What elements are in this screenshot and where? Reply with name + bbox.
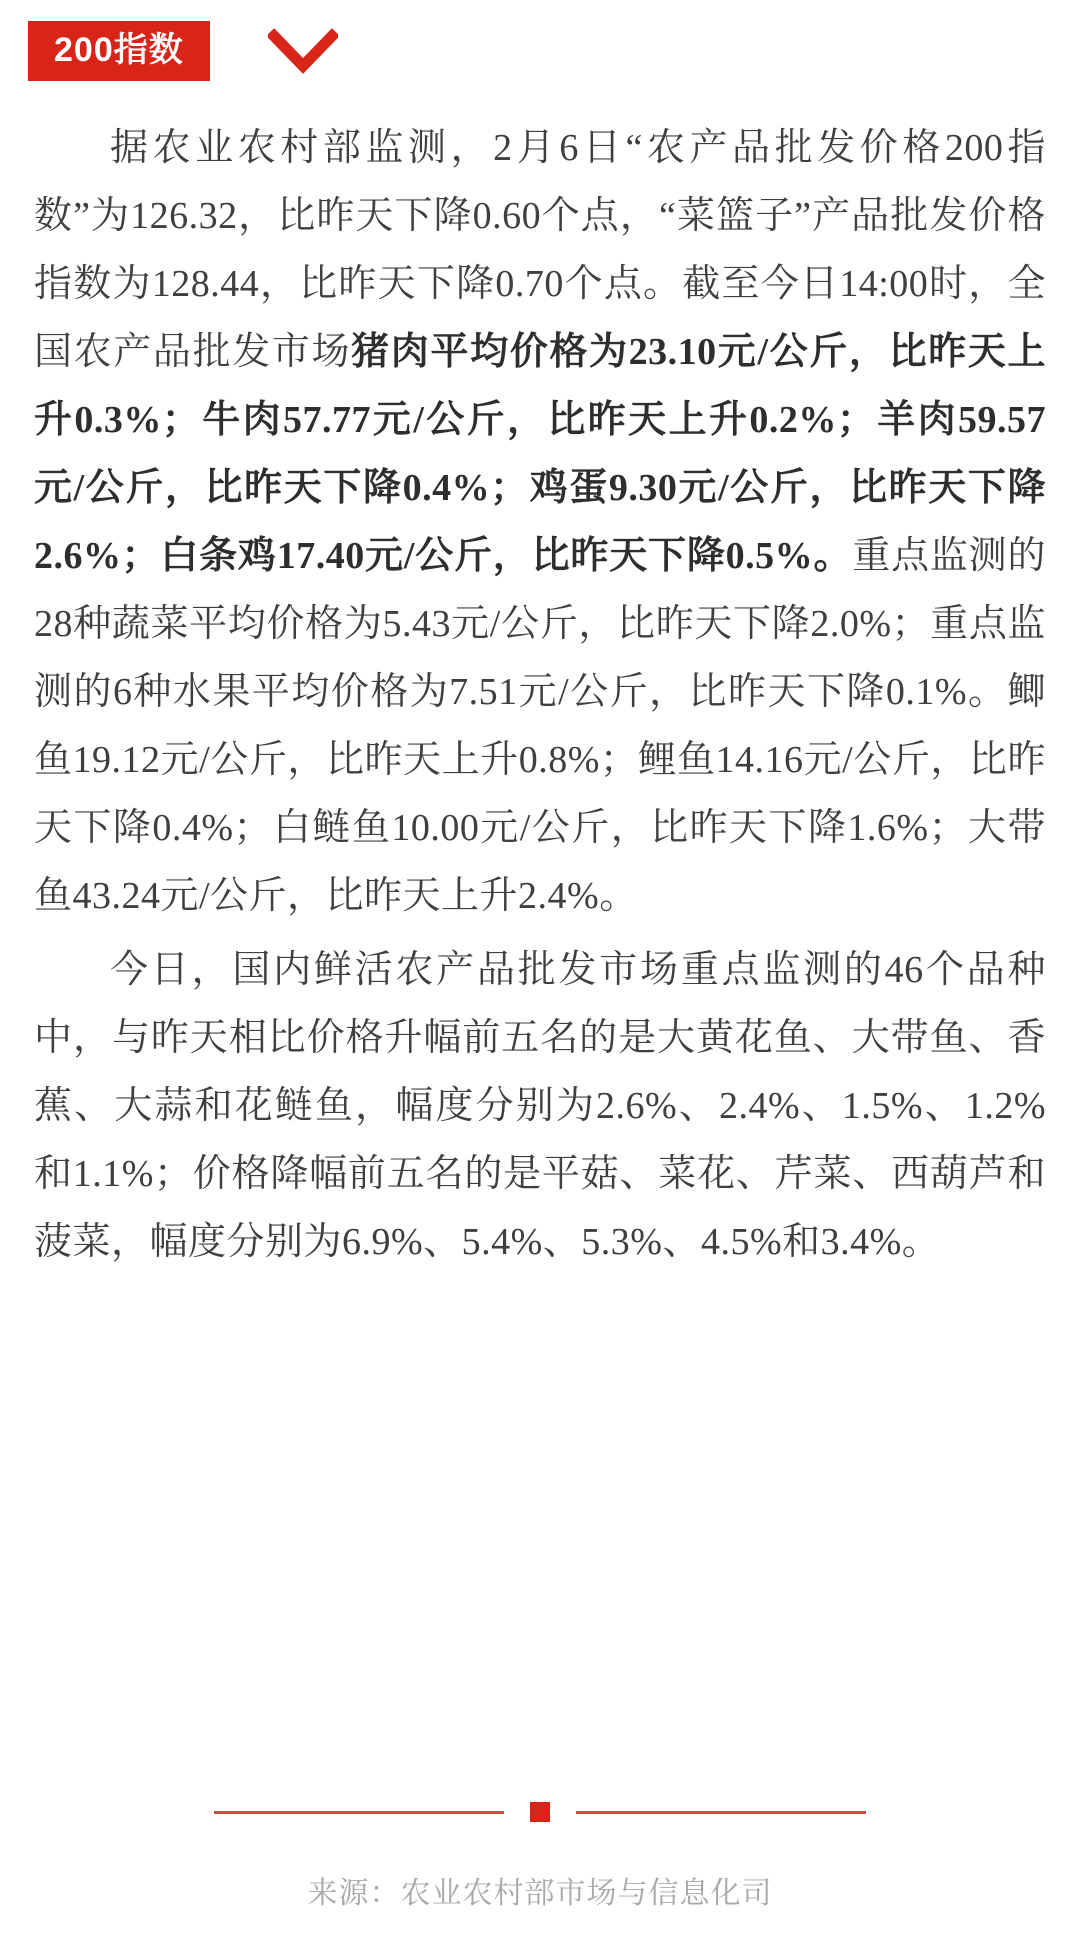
- paragraph-2: [34, 936, 1046, 1276]
- source-text: 来源：农业农村部市场与信息化司: [307, 1877, 773, 1910]
- text-run: 据农业农村部监测，2月6日“农产品批发价格200指数”为126.32，比昨天下降0.60个点，“菜篮子”产品批发价格指数为128.44，比昨天下降0.70个点。截至今日14:00时，全国农产品批发市场: [34, 127, 1046, 373]
- divider-line-left: [214, 1811, 504, 1814]
- paragraph-1: [34, 114, 1046, 930]
- divider: [0, 1802, 1080, 1822]
- divider-line-right: [576, 1811, 866, 1814]
- page-header: [0, 0, 1080, 80]
- article-body: [0, 80, 1080, 1276]
- index-badge: 200指数: [28, 21, 210, 81]
- text-run: 今日，国内鲜活农产品批发市场重点监测的46个品种中，与昨天相比价格升幅前五名的是大黄花鱼、大带鱼、香蕉、大蒜和花鲢鱼，幅度分别为2.6%、2.4%、1.5%、1.2%和1.1%；价格降幅前五名的是平菇、菜花、芹菜、西葫芦和菠菜，幅度分别为6.9%、5.4%、5.3%、4.5%和3.4%。: [34, 949, 1046, 1263]
- page-footer: [0, 1802, 1080, 1912]
- text-run: 重点监测的28种蔬菜平均价格为5.43元/公斤，比昨天下降2.0%；重点监测的6种水果平均价格为7.51元/公斤，比昨天下降0.1%。鲫鱼19.12元/公斤，比昨天上升0.8%；鲤鱼14.16元/公斤，比昨天下降0.4%；白鲢鱼10.00元/公斤，比昨天下降1.6%；大带鱼43.24元/公斤，比昨天上升2.4%。: [34, 535, 1046, 917]
- chevron-down-icon[interactable]: [268, 28, 338, 74]
- divider-dot: [530, 1802, 550, 1822]
- text-run: 猪肉平均价格为23.10元/公斤，比昨天上升0.3%；牛肉57.77元/公斤，比昨天上升0.2%；羊肉59.57元/公斤，比昨天下降0.4%；鸡蛋9.30元/公斤，比昨天下降2.6%；白条鸡17.40元/公斤，比昨天下降0.5%。: [34, 331, 1046, 577]
